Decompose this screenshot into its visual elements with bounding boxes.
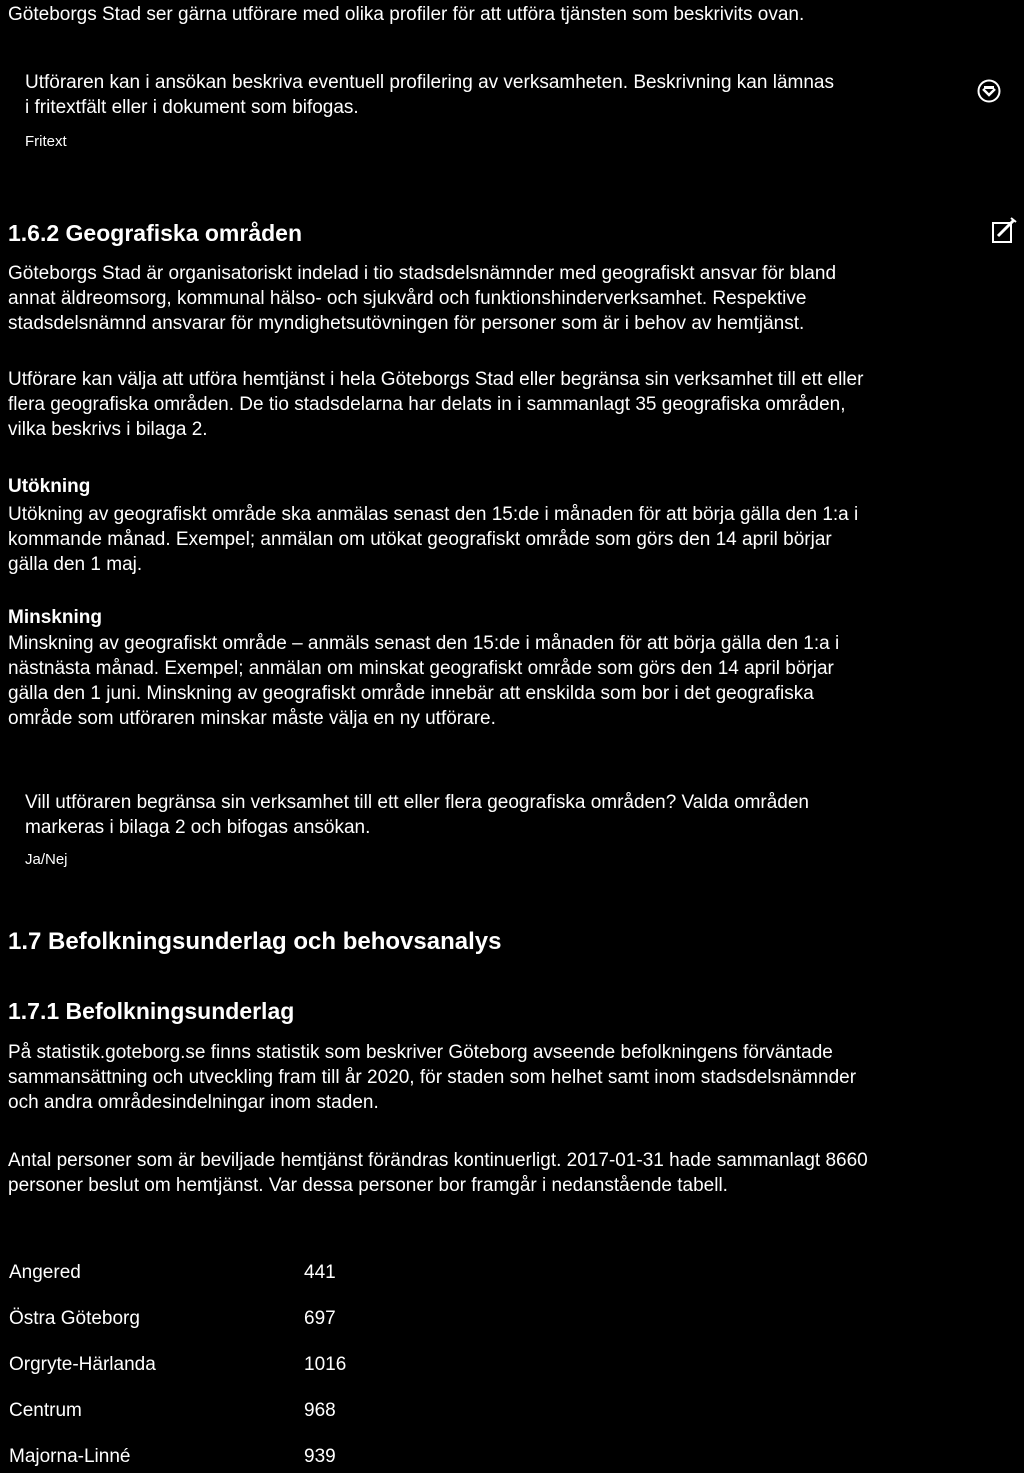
paragraph-line: gälla den 1 maj. bbox=[8, 554, 143, 575]
question-line: i fritextfält eller i dokument som bifogas. bbox=[25, 97, 359, 118]
question-line: Vill utföraren begränsa sin verksamhet till ett eller flera geografiska områden? Valda områden bbox=[25, 792, 809, 813]
paragraph bbox=[8, 502, 858, 577]
paragraph-line: På statistik.goteborg.se finns statistik som beskriver Göteborg avseende befolkningens förväntade bbox=[8, 1042, 833, 1063]
paragraph bbox=[8, 261, 836, 336]
paragraph-line: stadsdelsnämnd ansvarar för myndighetsutövningen för personer som är i behov av hemtjänst. bbox=[8, 313, 805, 334]
paragraph-line: Utförare kan välja att utföra hemtjänst i hela Göteborgs Stad eller begränsa sin verksamhet till ett eller bbox=[8, 369, 864, 390]
paragraph bbox=[8, 1148, 868, 1198]
table-cell-area: Östra Göteborg bbox=[9, 1308, 140, 1329]
subheading-minskning: Minskning bbox=[8, 607, 102, 628]
table-cell-count: 968 bbox=[304, 1400, 336, 1421]
paragraph-line: sammansättning och utveckling fram till år 2020, för staden som helhet samt inom stadsdelsnämnder bbox=[8, 1067, 857, 1088]
paragraph bbox=[8, 367, 863, 442]
paragraph bbox=[8, 1040, 856, 1115]
table-cell-area: Majorna-Linné bbox=[9, 1446, 131, 1467]
paragraph-line: personer beslut om hemtjänst. Var dessa personer bor framgår i nedanstående tabell. bbox=[8, 1175, 728, 1196]
table-cell-count: 697 bbox=[304, 1308, 336, 1329]
table-cell-count: 939 bbox=[304, 1446, 336, 1467]
paragraph bbox=[8, 631, 839, 731]
paragraph-line: Utökning av geografiskt område ska anmälas senast den 15:de i månaden för att börja gälla den 1:a i bbox=[8, 504, 859, 525]
question-geographic-limit bbox=[25, 790, 809, 840]
answer-type-label: Ja/Nej bbox=[25, 851, 68, 868]
table-cell-count: 1016 bbox=[304, 1354, 347, 1375]
table-cell-count: 441 bbox=[304, 1262, 336, 1283]
section-heading-1-7-1: 1.7.1 Befolkningsunderlag bbox=[8, 998, 295, 1024]
table-cell-area: Angered bbox=[9, 1262, 81, 1283]
paragraph-line: Göteborgs Stad är organisatoriskt indelad i tio stadsdelsnämnder med geografiskt ansvar för bland bbox=[8, 263, 837, 284]
paragraph-line: gälla den 1 juni. Minskning av geografiskt område innebär att enskilda som bor i det geografiska bbox=[8, 683, 814, 704]
paragraph-line: område som utföraren minskar måste välja en ny utförare. bbox=[8, 708, 496, 729]
paragraph-line: Antal personer som är beviljade hemtjänst förändras kontinuerligt. 2017-01-31 hade sammanlagt 8660 bbox=[8, 1150, 868, 1171]
question-line: Utföraren kan i ansökan beskriva eventuell profilering av verksamheten. Beskrivning kan lämnas bbox=[25, 72, 834, 93]
question-line: markeras i bilaga 2 och bifogas ansökan. bbox=[25, 817, 371, 838]
paragraph-line: och andra områdesindelningar inom staden. bbox=[8, 1092, 379, 1113]
section-heading-1-7: 1.7 Befolkningsunderlag och behovsanalys bbox=[8, 928, 502, 955]
paragraph-line: flera geografiska områden. De tio stadsdelarna har delats in i sammanlagt 35 geografiska områden, bbox=[8, 394, 846, 415]
section-heading-1-6-2: 1.6.2 Geografiska områden bbox=[8, 220, 303, 246]
paragraph-line: annat äldreomsorg, kommunal hälso- och sjukvård och funktionshinderverksamhet. Respektive bbox=[8, 288, 807, 309]
subheading-utokning: Utökning bbox=[8, 476, 91, 497]
paragraph-line: kommande månad. Exempel; anmälan om utökat geografiskt område som görs den 14 april börjar bbox=[8, 529, 832, 550]
paragraph-line: vilka beskrivs i bilaga 2. bbox=[8, 419, 208, 440]
intro-text: Göteborgs Stad ser gärna utförare med olika profiler för att utföra tjänsten som beskrivits ovan. bbox=[8, 4, 805, 25]
answer-type-label: Fritext bbox=[25, 133, 67, 150]
table-cell-area: Orgryte-Härlanda bbox=[9, 1354, 156, 1375]
paragraph-line: Minskning av geografiskt område – anmäls senast den 15:de i månaden för att börja gälla den 1:a i bbox=[8, 633, 840, 654]
paragraph-line: nästnästa månad. Exempel; anmälan om minskat geografiskt område som görs den 14 april börjar bbox=[8, 658, 834, 679]
question-profiling bbox=[25, 70, 834, 120]
info-icon[interactable] bbox=[976, 78, 1002, 104]
table-cell-area: Centrum bbox=[9, 1400, 82, 1421]
edit-icon[interactable] bbox=[990, 216, 1018, 246]
